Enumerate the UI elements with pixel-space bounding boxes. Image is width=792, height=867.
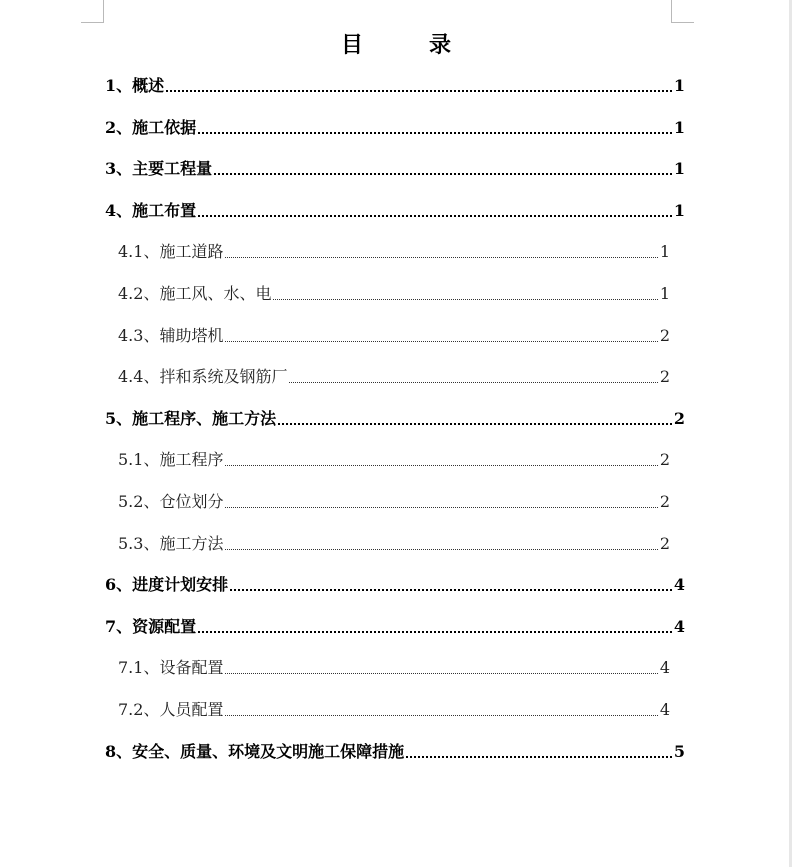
toc-subentry[interactable] [118,322,670,346]
toc-entry-label: 7.2、人员配置 [118,700,224,719]
toc-entry-label: 4.3、辅助塔机 [118,325,224,345]
toc-page-number: 1 [673,117,685,137]
toc-entry[interactable] [105,571,685,595]
toc-dot-leader [225,673,657,674]
toc-dot-leader [198,631,672,633]
toc-entry-label: 6、进度计划安排 [105,575,229,595]
toc-entry[interactable] [105,405,685,429]
toc-entry-label: 5、施工程序、施工方法 [105,408,277,428]
toc-page-number: 4 [673,575,685,595]
toc-page-number: 4 [659,658,670,678]
toc-page-number: 5 [673,741,685,761]
toc-dot-leader [225,257,657,258]
toc-dot-leader [225,715,657,716]
toc-entry-label: 4.2、施工风、水、电 [118,284,272,303]
toc-page-number: 4 [659,700,670,719]
toc-entry-label: 3、主要工程量 [105,159,213,179]
toc-entry-label: 4、施工布置 [105,200,197,220]
toc-entry-label: 4.1、施工道路 [118,242,224,262]
toc-entry-label: 7.1、设备配置 [118,658,224,678]
toc-entry-label: 5.1、施工程序 [118,450,224,470]
toc-entry[interactable] [105,72,685,96]
toc-entry-label: 8、安全、质量、环境及文明施工保障措施 [105,741,405,761]
toc-page-number: 2 [673,408,685,428]
toc-entry[interactable] [105,197,685,221]
toc-subentry[interactable] [118,530,670,554]
toc-page-number: 1 [673,76,685,95]
toc-dot-leader [289,382,657,383]
toc-page-number: 1 [659,242,670,262]
toc-subentry[interactable] [118,280,670,304]
toc-subentry[interactable] [118,654,670,678]
toc-dot-leader [230,589,672,591]
toc-page-number: 1 [673,200,685,220]
toc-entry-label: 5.3、施工方法 [118,533,224,553]
toc-dot-leader [214,173,672,175]
page-title [0,28,792,59]
page-corner-mark-right [671,0,694,23]
toc-subentry[interactable] [118,488,670,512]
toc-dot-leader [225,507,657,508]
toc-page-number: 4 [673,616,685,636]
title-char-1: 目 [340,32,363,58]
page-corner-mark-left [81,0,104,23]
toc-entry[interactable] [105,738,685,762]
toc-entry[interactable] [105,114,685,138]
toc-page-number: 2 [659,325,670,345]
toc-entry[interactable] [105,613,685,637]
toc-entry-label: 7、资源配置 [105,616,197,636]
toc-dot-leader [198,215,672,217]
toc-dot-leader [198,132,672,134]
toc-page-number: 1 [659,284,670,303]
toc-entry-label: 1、概述 [105,76,165,95]
toc-dot-leader [225,465,657,466]
toc-dot-leader [406,756,672,758]
toc-page-number: 2 [659,367,670,387]
title-char-2: 录 [429,32,452,58]
toc-dot-leader [273,299,657,300]
toc-dot-leader [278,423,672,425]
toc-entry-label: 4.4、拌和系统及钢筋厂 [118,367,288,387]
toc-page-number: 2 [659,492,670,511]
toc-subentry[interactable] [118,238,670,262]
toc-page-number: 2 [659,450,670,470]
toc-subentry[interactable] [118,696,670,720]
toc-entry-label: 5.2、仓位划分 [118,492,224,511]
toc-dot-leader [225,341,657,342]
toc-dot-leader [225,549,657,550]
toc-subentry[interactable] [118,363,670,387]
toc-entry[interactable] [105,155,685,179]
toc-subentry[interactable] [118,446,670,470]
toc-page-number: 1 [673,159,685,179]
toc-entry-label: 2、施工依据 [105,117,197,137]
toc-page-number: 2 [659,533,670,553]
toc-dot-leader [166,90,672,92]
